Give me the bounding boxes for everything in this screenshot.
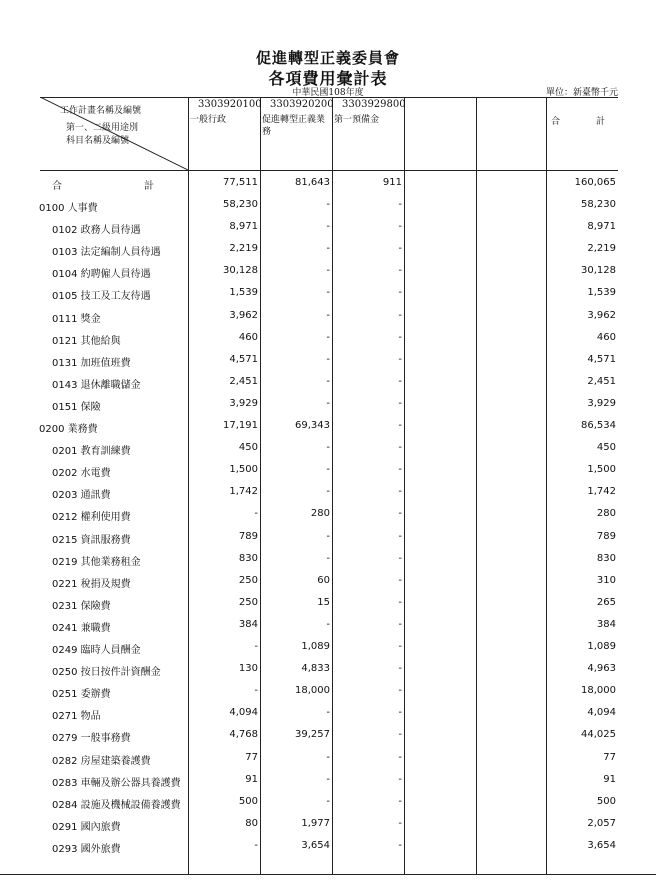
cell-reserve-fund: - [398,420,402,431]
cell-sum: 384 [596,618,616,630]
cell-sum: 1,742 [587,486,616,498]
cell-general-admin: 384 [238,618,258,630]
row-label: 0200 業務費 [39,424,98,435]
cell-transitional-justice: 18,000 [295,685,330,697]
column-code: 3303920200 [270,99,334,110]
cell-general-admin: 450 [238,442,258,454]
table-row [0,437,656,459]
cell-transitional-justice: - [326,464,330,476]
cell-transitional-justice: 4,833 [301,663,330,675]
header-bottom-border [40,170,618,171]
sum-header-b: 計 [596,117,606,127]
cell-sum: 280 [596,508,616,520]
row-label: 0201 教育訓練費 [52,446,131,458]
table-row [0,658,656,680]
cell-sum: 2,451 [587,375,616,387]
column-name: 一般行政 [190,115,227,125]
cell-reserve-fund: - [398,199,402,210]
table-row [0,459,656,481]
table-row [0,260,656,282]
cell-reserve-fund: - [398,442,402,454]
cell-reserve-fund: - [398,265,402,277]
cell-transitional-justice: 1,089 [301,641,330,652]
cell-sum: 30,128 [581,265,616,277]
cell-general-admin: 4,768 [229,729,258,741]
row-label: 0105 技工及工友待遇 [52,291,151,303]
cell-general-admin: 250 [238,574,258,586]
cell-sum: 265 [596,596,616,608]
sum-header-a: 合 [551,117,561,127]
table-row [0,327,656,349]
cell-general-admin: 4,094 [229,707,258,719]
cell-general-admin: 250 [238,596,258,608]
cell-reserve-fund: - [398,508,402,520]
cell-general-admin: 1,742 [229,486,258,498]
cell-transitional-justice: 39,257 [295,729,330,741]
cell-transitional-justice: 1,977 [301,817,330,829]
row-label: 0249 臨時人員酬金 [52,645,141,656]
cell-reserve-fund: - [398,773,402,785]
cell-reserve-fund: - [398,331,402,343]
row-label: 0221 稅捐及規費 [52,578,131,590]
table-row [0,548,656,570]
cell-general-admin: 91 [245,773,258,785]
cell-reserve-fund: - [398,530,402,542]
table-row [0,305,656,327]
table-row [0,570,656,592]
cell-general-admin: 1,539 [229,287,258,299]
table-bottom-border [0,874,656,875]
row-label: 0104 約聘僱人員待遇 [52,269,151,281]
cell-transitional-justice: - [326,287,330,299]
cell-sum: 4,963 [587,663,616,675]
cell-sum: 160,065 [574,177,616,188]
table-row [0,349,656,371]
row-label: 0293 國外旅費 [52,843,121,855]
row-label: 0202 水電費 [52,468,111,480]
cell-general-admin: 77 [245,751,258,763]
total-label-b: 計 [144,181,154,192]
table-row [0,503,656,525]
cell-transitional-justice: - [326,751,330,763]
row-label: 0282 房屋建築養護費 [52,755,151,767]
row-label: 0241 兼職費 [52,622,111,634]
cell-sum: 789 [596,530,616,542]
cell-transitional-justice: 60 [317,574,330,586]
report-title: 促進轉型正義委員會 [255,49,400,67]
cell-reserve-fund: - [398,243,402,255]
cell-general-admin: 1,500 [229,464,258,476]
table-row [0,526,656,548]
cell-reserve-fund: - [398,375,402,387]
cell-transitional-justice: - [326,331,330,343]
total-label-a: 合 [52,181,62,192]
cell-general-admin: - [254,508,258,520]
cell-transitional-justice: - [326,221,330,233]
row-label: 0203 通訊費 [52,490,111,502]
cell-general-admin: 2,451 [229,375,258,387]
table-row [0,481,656,503]
report-subtitle: 各項費用彙計表 [268,69,388,88]
cell-reserve-fund: - [398,574,402,586]
cell-general-admin: 58,230 [223,199,258,210]
row-label: 0103 法定編制人員待遇 [52,247,161,259]
cell-general-admin: 500 [238,795,258,807]
cell-transitional-justice: - [326,773,330,785]
cell-transitional-justice: - [326,795,330,807]
table-row [0,415,656,437]
cell-reserve-fund: - [398,596,402,608]
subject-label-line1: 第一、二級用途別 [66,123,139,133]
cell-sum: 2,057 [587,817,616,829]
row-label: 0284 設施及機械設備養護費 [52,799,181,811]
cell-reserve-fund: - [398,751,402,763]
cell-transitional-justice: 81,643 [295,177,330,188]
row-label: 0251 委辦費 [52,689,111,701]
cell-general-admin: 17,191 [223,420,258,431]
cell-sum: 4,571 [587,353,616,365]
table-row [0,702,656,724]
cell-sum: 58,230 [581,199,616,210]
column-code: 3303929800 [342,99,406,110]
row-label: 0250 按日按件計資酬金 [52,667,161,679]
cell-sum: 4,094 [587,707,616,719]
cell-sum: 1,500 [587,464,616,476]
cell-transitional-justice: - [326,243,330,255]
cell-transitional-justice: 3,654 [301,839,330,851]
row-label: 0212 權利使用費 [52,512,131,524]
cell-sum: 3,929 [587,397,616,409]
cell-reserve-fund: - [398,618,402,630]
currency-unit: 單位：新臺幣千元 [545,88,618,98]
row-label: 0231 保險費 [52,600,111,612]
table-row [0,724,656,746]
cell-transitional-justice: 15 [317,596,330,608]
cell-reserve-fund: - [398,464,402,476]
cell-transitional-justice: - [326,552,330,564]
cell-reserve-fund: - [398,486,402,498]
cell-sum: 1,089 [587,641,616,652]
cell-transitional-justice: - [326,265,330,277]
cell-reserve-fund: - [398,287,402,299]
row-label: 0102 政務人員待遇 [52,225,141,237]
cell-sum: 3,962 [587,309,616,321]
table-row [0,813,656,835]
table-row [0,835,656,857]
cell-transitional-justice: - [326,486,330,498]
cell-sum: 500 [596,795,616,807]
row-label: 0151 保險 [52,401,101,413]
cell-sum: 460 [596,331,616,343]
row-label: 0111 獎金 [52,313,101,325]
table-row [0,282,656,304]
table-row [0,194,656,216]
cell-transitional-justice: - [326,375,330,387]
cell-transitional-justice: - [326,397,330,409]
row-label: 0131 加班值班費 [52,357,131,369]
cell-reserve-fund: - [398,817,402,829]
cell-reserve-fund: - [398,552,402,564]
cell-general-admin: 8,971 [229,221,258,233]
cell-general-admin: 3,929 [229,397,258,409]
cell-general-admin: 77,511 [223,177,258,188]
subject-name-label [66,122,138,148]
table-row [0,769,656,791]
row-label: 0121 其他給與 [52,335,121,347]
cell-transitional-justice: - [326,618,330,630]
cell-general-admin: 130 [238,663,258,675]
cell-transitional-justice: - [326,353,330,365]
cell-general-admin: - [254,839,258,851]
cell-general-admin: 2,219 [229,243,258,255]
table-row [0,680,656,702]
cell-general-admin: 830 [238,552,258,564]
cell-sum: 3,654 [587,839,616,851]
cell-sum: 44,025 [581,729,616,741]
cell-general-admin: 3,962 [229,309,258,321]
row-label: 0283 車輛及辦公器具養護費 [52,777,181,789]
cell-sum: 77 [603,751,616,763]
cell-sum: 91 [603,773,616,785]
table-row [0,371,656,393]
cell-reserve-fund: - [398,397,402,409]
cell-transitional-justice: - [326,442,330,454]
table-row [0,216,656,238]
cell-sum: 8,971 [587,221,616,233]
cell-sum: 310 [596,574,616,586]
table-row [0,238,656,260]
row-label: 0215 資訊服務費 [52,534,131,546]
column-name: 促進轉型正義業務 [262,115,326,137]
table-row [0,747,656,769]
row-label: 0100 人事費 [39,203,98,214]
cell-general-admin: - [254,641,258,652]
cell-general-admin: 789 [238,530,258,542]
cell-transitional-justice: - [326,309,330,321]
cell-transitional-justice: 69,343 [295,420,330,431]
cell-reserve-fund: - [398,309,402,321]
row-label: 0143 退休離職儲金 [52,379,141,391]
row-label: 0279 一般事務費 [52,733,131,745]
cell-sum: 18,000 [581,685,616,697]
cell-reserve-fund: - [398,663,402,675]
cell-reserve-fund: - [398,221,402,233]
row-label: 0271 物品 [52,711,101,723]
cell-sum: 1,539 [587,287,616,299]
cell-reserve-fund: - [398,707,402,719]
cell-reserve-fund: 911 [382,177,402,188]
table-row [0,393,656,415]
cell-sum: 830 [596,552,616,564]
cell-general-admin: 30,128 [223,265,258,277]
cell-general-admin: 460 [238,331,258,343]
cell-reserve-fund: - [398,729,402,741]
cell-reserve-fund: - [398,795,402,807]
cell-reserve-fund: - [398,839,402,851]
cell-transitional-justice: 280 [310,508,330,520]
total-row [0,172,656,194]
table-row [0,592,656,614]
cell-sum: 2,219 [587,243,616,255]
cell-general-admin: - [254,685,258,697]
row-label: 0219 其他業務租金 [52,556,141,568]
plan-name-label: 工作計畫名稱及編號 [60,106,142,116]
cell-reserve-fund: - [398,641,402,652]
table-row [0,636,656,658]
cell-reserve-fund: - [398,685,402,697]
cell-transitional-justice: - [326,530,330,542]
cell-sum: 450 [596,442,616,454]
cell-sum: 86,534 [581,420,616,431]
cell-transitional-justice: - [326,199,330,210]
column-name: 第一預備金 [334,115,380,125]
row-label: 0291 國內旅費 [52,821,121,833]
subject-label-line2: 科目名稱及編號 [66,136,130,146]
cell-general-admin: 4,571 [229,353,258,365]
cell-reserve-fund: - [398,353,402,365]
cell-general-admin: 80 [245,817,258,829]
table-row [0,791,656,813]
column-code: 3303920100 [198,99,262,110]
fiscal-year: 中華民國108年度 [292,88,364,98]
table-row [0,614,656,636]
cell-transitional-justice: - [326,707,330,719]
